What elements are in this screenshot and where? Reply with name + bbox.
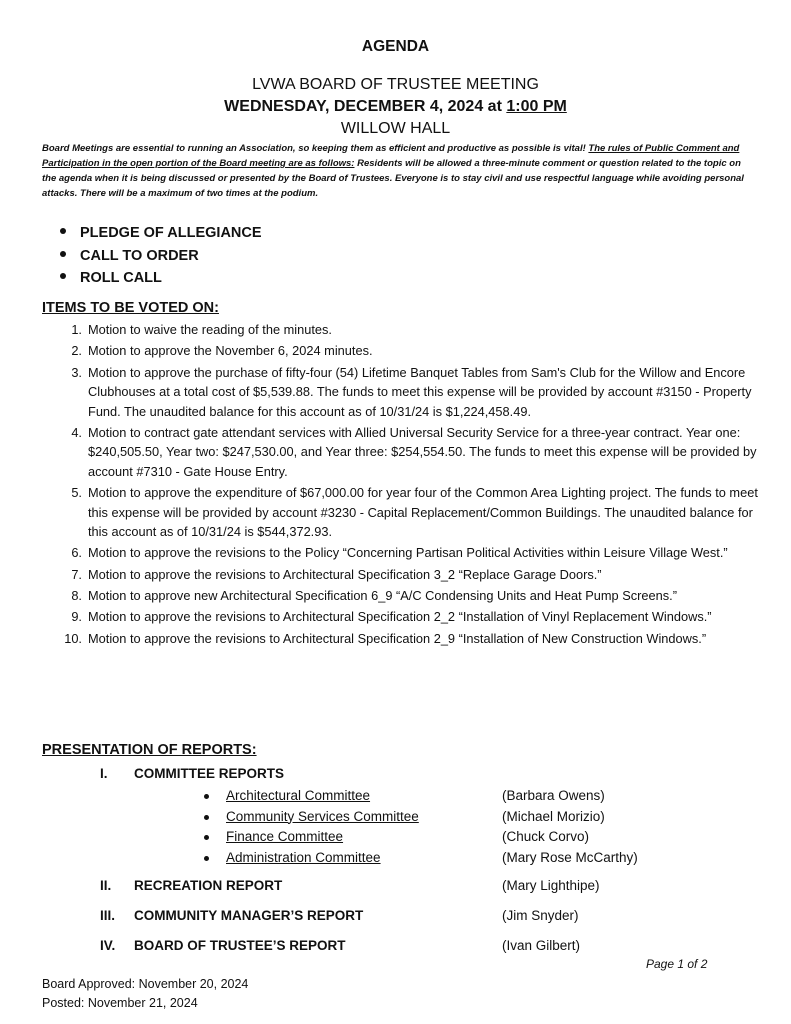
list-item	[60, 607, 760, 627]
document-title: AGENDA	[361, 38, 430, 55]
motion-text: Motion to waive the reading of the minutes.	[88, 322, 332, 337]
report-presenter: (Mary Lighthipe)	[502, 878, 600, 893]
report-presenter: (Ivan Gilbert)	[502, 938, 581, 953]
meeting-date	[0, 98, 791, 116]
committee-name: Finance Committee	[226, 829, 344, 844]
committee-presenter: (Michael Morizio)	[502, 808, 605, 824]
bullet-icon	[60, 273, 66, 279]
committee-list	[204, 786, 684, 868]
list-item	[60, 363, 760, 422]
motion-text: Motion to approve the revisions to Architectural Specification 2_9 “Installation of New Construction Windows.”	[88, 630, 707, 646]
bullet-icon	[60, 251, 66, 257]
list-item	[60, 629, 760, 649]
list-item	[60, 483, 760, 542]
list-item	[204, 807, 684, 828]
committee-presenter: (Chuck Corvo)	[502, 829, 590, 844]
committee-name: Architectural Committee	[226, 788, 371, 803]
list-item	[60, 565, 760, 585]
bullet-icon	[204, 815, 209, 820]
motion-number: 9.	[71, 609, 82, 625]
opening-item-label: PLEDGE OF ALLEGIANCE	[80, 225, 262, 241]
motion-number: 5.	[71, 485, 82, 501]
meeting-date-text: WEDNESDAY, DECEMBER 4, 2024 at	[224, 98, 502, 115]
motion-text: Motion to approve the revisions to Architectural Specification 2_2 “Installation of Vinyl Replacement Windows.”	[88, 609, 712, 625]
motion-number: 8.	[71, 588, 82, 604]
list-item	[60, 543, 760, 563]
report-label: COMMUNITY MANAGER’S REPORT	[134, 908, 364, 923]
report-label: COMMITTEE REPORTS	[134, 766, 285, 781]
reports-section-title: PRESENTATION OF REPORTS:	[42, 742, 257, 758]
motion-text: Motion to approve the revisions to Architectural Specification 3_2 “Replace Garage Doors.”	[88, 566, 602, 582]
motion-list	[60, 320, 760, 650]
opening-item-label: ROLL CALL	[80, 270, 162, 286]
list-item	[60, 245, 262, 268]
motion-text: Motion to approve new Architectural Specification 6_9 “A/C Condensing Units and Heat Pump Screens.”	[88, 588, 677, 604]
page-number: Page 1 of 2	[646, 957, 708, 971]
opening-items	[60, 222, 262, 290]
voting-section-title: ITEMS TO BE VOTED ON:	[42, 300, 219, 316]
bullet-icon	[204, 856, 209, 861]
motion-number: 6.	[71, 545, 82, 561]
intro-part-2: Residents will be allowed a three-minute comment or question related to the topic on the agenda when it is being discussed or presented by the Board of Trustees. Everyone is to stay civil and use respectful language while avoiding personal attacks. There will be a maximum of two times at the podium.	[42, 158, 744, 199]
report-label: RECREATION REPORT	[134, 878, 283, 893]
bullet-icon	[60, 228, 66, 234]
committee-name: Administration Committee	[226, 849, 381, 865]
motion-number: 7.	[71, 566, 82, 582]
committee-name: Community Services Committee	[226, 808, 419, 824]
report-recreation	[100, 876, 700, 896]
motion-number: 10.	[64, 630, 82, 646]
intro-paragraph	[42, 141, 754, 201]
motion-number: 3.	[71, 364, 82, 380]
report-committee	[100, 764, 700, 784]
committee-presenter: (Barbara Owens)	[502, 788, 605, 803]
report-label: BOARD OF TRUSTEE’S REPORT	[134, 938, 346, 953]
motion-number: 4.	[71, 424, 82, 440]
report-number: I.	[100, 766, 108, 781]
report-board-of-trustees	[100, 936, 700, 956]
report-number: IV.	[100, 938, 116, 953]
posted-date: Posted: November 21, 2024	[42, 996, 198, 1010]
list-item	[60, 267, 262, 290]
list-item	[60, 320, 760, 340]
meeting-time: 1:00 PM	[506, 98, 567, 115]
intro-part-1: Board Meetings are essential to running an Association, so keeping them as efficient and productive as possible is vital!	[42, 143, 586, 154]
bullet-icon	[204, 794, 209, 799]
motion-text: Motion to approve the expenditure of $67,000.00 for year four of the Common Area Lighting project. The funds to meet this expense will be provided by account #3230 - Capital Replacement/Common Buildings. The unaudited balance for this account as of 10/31/24 is $544,372.93.	[88, 485, 758, 540]
opening-item-label: CALL TO ORDER	[80, 247, 199, 264]
board-approved-date: Board Approved: November 20, 2024	[42, 977, 249, 991]
meeting-location: WILLOW HALL	[340, 120, 451, 137]
motion-text: Motion to approve the revisions to the Policy “Concerning Partisan Political Activities within Leisure Village West.”	[88, 545, 728, 561]
committee-presenter: (Mary Rose McCarthy)	[502, 849, 638, 865]
meeting-title: LVWA BOARD OF TRUSTEE MEETING	[252, 76, 539, 93]
motion-text: Motion to approve the purchase of fifty-four (54) Lifetime Banquet Tables from Sam's Club for the Willow and Encore Clubhouses at a total cost of $5,539.88. The funds to meet this expense will be provided by account #3150 - Property Fund. The unaudited balance for this account as of 10/31/24 is $1,224,458.49.	[88, 364, 752, 419]
motion-text: Motion to contract gate attendant services with Allied Universal Security Service for a three-year contract. Year one: $240,505.50, Year two: $247,530.00, and Year three: $254,554.50. The funds to meet this expense will be provided by account #7310 - Gate House Entry.	[88, 424, 757, 479]
list-item	[204, 827, 684, 848]
report-presenter: (Jim Snyder)	[502, 908, 579, 923]
list-item	[204, 848, 684, 869]
motion-number: 1.	[71, 322, 82, 337]
list-item	[60, 341, 760, 361]
intro-rules-heading: The rules of Public Comment and Participation in the open portion of the Board meeting are as follows:	[42, 143, 740, 169]
report-community-manager	[100, 906, 700, 926]
report-number: II.	[100, 878, 112, 893]
motion-number: 2.	[71, 343, 82, 359]
list-item	[60, 423, 760, 482]
bullet-icon	[204, 835, 209, 840]
list-item	[60, 586, 760, 606]
motion-text: Motion to approve the November 6, 2024 minutes.	[88, 343, 373, 359]
list-item	[60, 222, 262, 245]
report-number: III.	[100, 908, 116, 923]
list-item	[204, 786, 684, 807]
